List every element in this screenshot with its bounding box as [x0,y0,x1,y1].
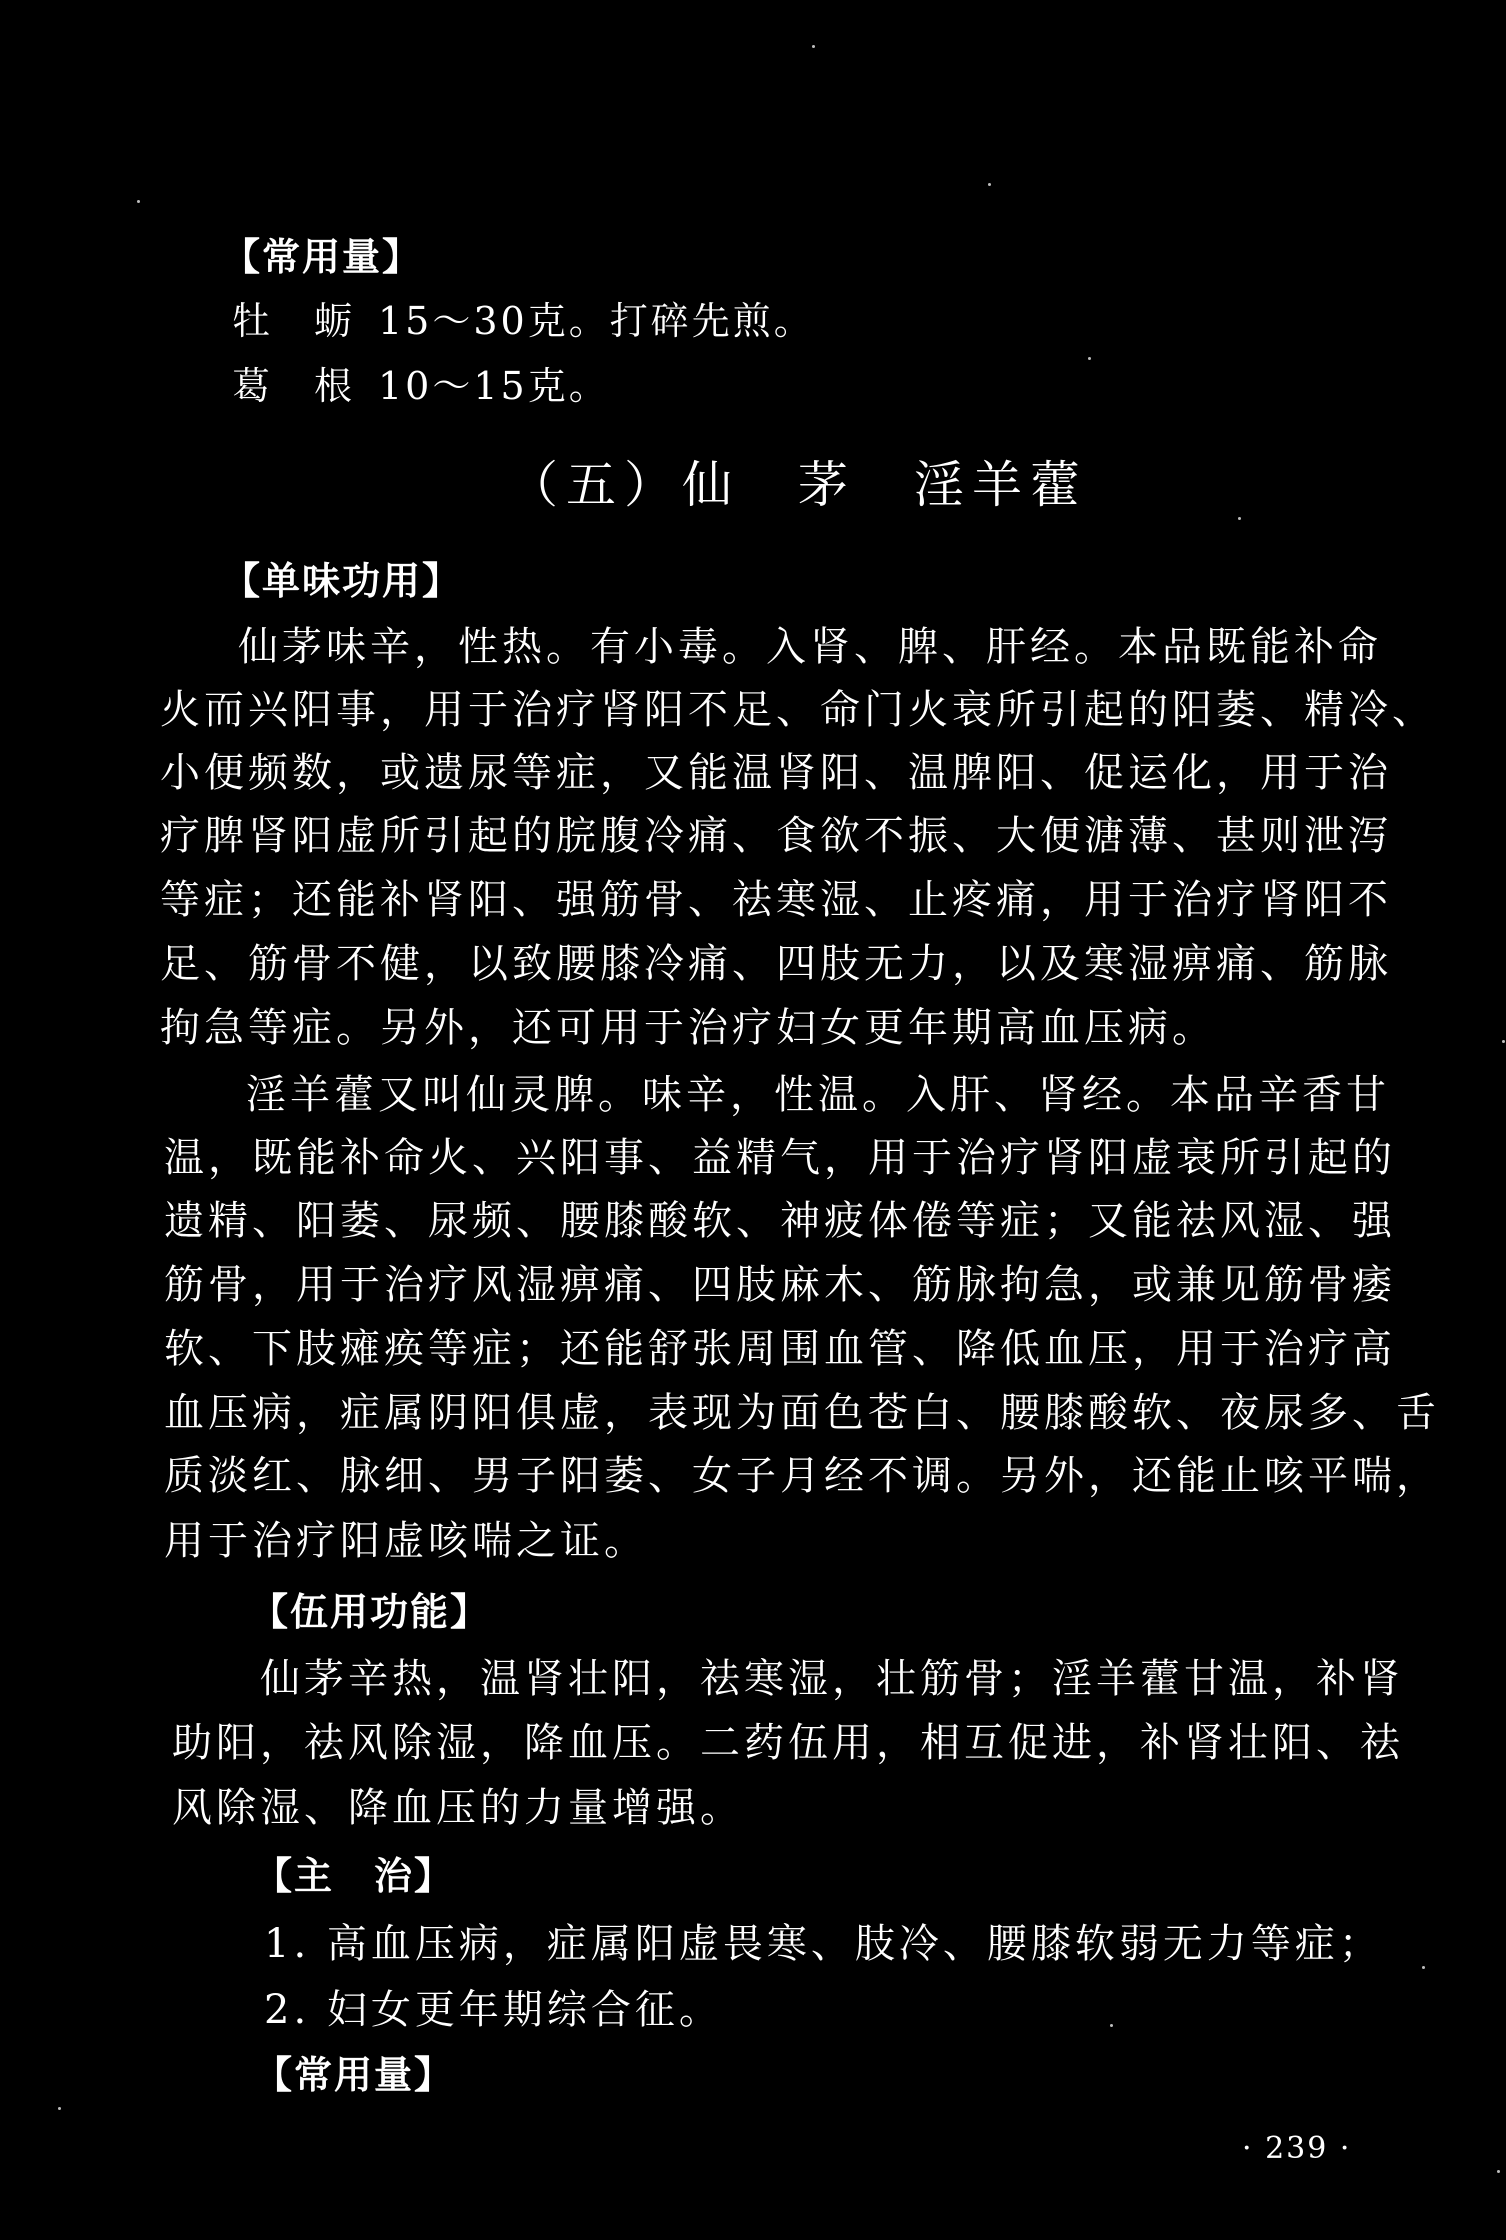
combined-function-line: 仙茅辛热，温肾壮阳，祛寒湿，壮筋骨；淫羊藿甘温，补肾 [260,1656,1404,1702]
single-function-line: 用于治疗阳虚咳喘之证。 [164,1518,648,1564]
scan-speck [812,45,815,48]
single-function-line: 质淡红、脉细、男子阳萎、女子月经不调。另外，还能止咳平喘， [164,1453,1440,1499]
single-function-line: 软、下肢瘫痪等症；还能舒张周围血管、降低血压，用于治疗高 [164,1326,1396,1372]
single-function-line: 小便频数，或遗尿等症，又能温肾阳、温脾阳、促运化，用于治 [160,750,1392,796]
single-function-line: 足、筋骨不健，以致腰膝冷痛、四肢无力，以及寒湿痹痛、筋脉 [160,941,1392,987]
single-function-line: 疗脾肾阳虚所引起的脘腹冷痛、食欲不振、大便溏薄、甚则泄泻 [160,813,1392,859]
section-title: （五）仙 茅 淫羊藿 [508,456,1088,514]
scan-speck [1088,357,1091,360]
combined-function-heading: 【伍用功能】 [250,1590,491,1634]
scan-speck [1422,1966,1425,1969]
scan-speck [1238,517,1241,520]
single-function-line: 仙茅味辛，性热。有小毒。入肾、脾、肝经。本品既能补命 [238,624,1382,670]
single-function-line: 筋骨，用于治疗风湿痹痛、四肢麻木、筋脉拘急，或兼见筋骨痿 [164,1262,1396,1308]
combined-function-line: 助阳，祛风除湿，降血压。二药伍用，相互促进，补肾壮阳、祛 [172,1720,1404,1766]
single-function-line: 淫羊藿又叫仙灵脾。味辛，性温。入肝、肾经。本品辛香甘 [246,1072,1390,1118]
single-function-heading: 【单味功用】 [222,559,463,603]
scan-speck [988,183,991,186]
scan-speck [137,200,140,203]
single-function-line: 血压病，症属阴阳俱虚，表现为面色苍白、腰膝酸软、夜尿多、舌 [164,1390,1440,1436]
single-function-line: 等症；还能补肾阳、强筋骨、祛寒湿、止疼痛，用于治疗肾阳不 [160,877,1392,923]
single-function-line: 拘急等症。另外，还可用于治疗妇女更年期高血压病。 [160,1005,1216,1051]
indication-item: 2. 妇女更年期综合征。 [264,1987,723,2033]
single-function-line: 温，既能补命火、兴阳事、益精气，用于治疗肾阳虚衰所引起的 [164,1135,1396,1181]
dosage-heading-bottom: 【常用量】 [254,2053,455,2097]
single-function-line: 遗精、阳萎、尿频、腰膝酸软、神疲体倦等症；又能祛风湿、强 [164,1198,1396,1244]
combined-function-line: 风除湿、降血压的力量增强。 [172,1785,744,1831]
single-function-line: 火而兴阳事，用于治疗肾阳不足、命门火衰所引起的阳萎、精冷、 [160,687,1436,733]
indication-item: 1. 高血压病，症属阳虚畏寒、肢冷、腰膝软弱无力等症； [264,1921,1383,1967]
dosage-heading-top: 【常用量】 [222,235,423,279]
scan-speck [58,2107,61,2110]
scan-speck [1110,2024,1113,2027]
page-number: · 239 · [1242,2131,1352,2166]
scan-speck [1502,1040,1505,1043]
dosage-item-name: 葛 根 [232,364,356,408]
dosage-item-name: 牡 蛎 [232,299,356,343]
scan-speck [1497,2170,1500,2173]
dosage-item-amount: 15～30克。打碎先煎。 [378,299,815,343]
indications-heading: 【主 治】 [254,1854,455,1898]
dosage-item [232,364,610,408]
dosage-item [232,299,815,343]
dosage-item-amount: 10～15克。 [378,364,610,408]
